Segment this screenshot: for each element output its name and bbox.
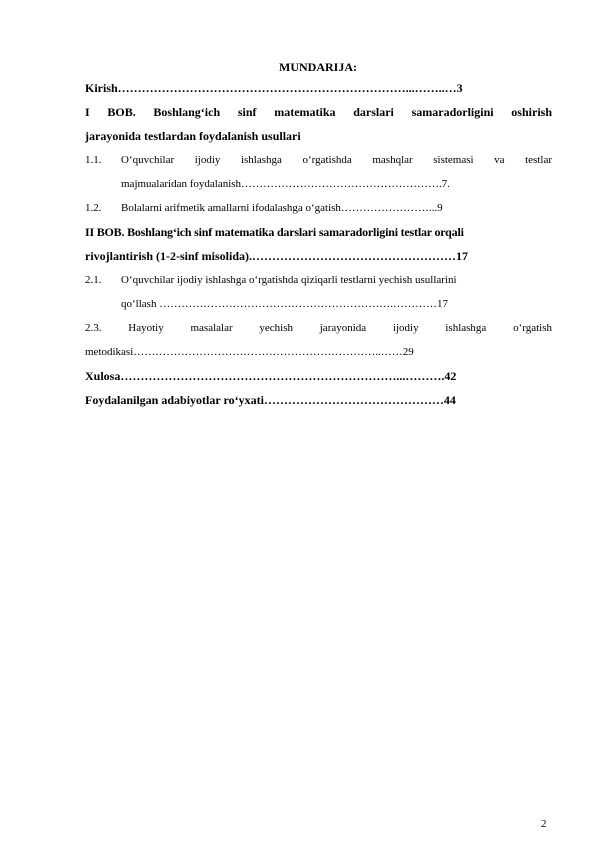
- toc-section-2-1-line2[interactable]: qo‘llash ……………………………………………………….…………17: [121, 298, 448, 310]
- toc-section-2-1-line1[interactable]: O‘quvchilar ijodiy ishlashga o‘rgatishda qiziqarli testlarni yechish usullarini: [121, 274, 457, 286]
- toc-chapter1-title-line1[interactable]: I BOB. Boshlang‘ich sinf matematika darslari samaradorligini oshirish: [85, 105, 552, 119]
- toc-chapter2-title-line2[interactable]: rivojlantirish (1-2-sinf misolida).……………………………………………17: [85, 249, 468, 263]
- toc-heading: MUNDARIJA:: [279, 60, 357, 74]
- toc-section-number: 1.2.: [85, 202, 102, 214]
- toc-entry-adabiyotlar[interactable]: Foydalanilgan adabiyotlar ro‘yxati………………………………………44: [85, 393, 456, 407]
- toc-section-1-1-line1[interactable]: O‘quvchilar ijodiy ishlashga o‘rgatishda mashqlar sistemasi va testlar: [121, 154, 552, 166]
- toc-section-number: 2.1.: [85, 274, 102, 286]
- toc-entry-xulosa[interactable]: Xulosa……………………………………………………………...……….42: [85, 369, 457, 383]
- toc-section-number: 1.1.: [85, 154, 102, 166]
- toc-chapter2-title-line1[interactable]: II BOB. Boshlang‘ich sinf matematika darslari samaradorligini testlar orqali: [85, 225, 464, 239]
- toc-section-1-1-line2[interactable]: majmualaridan foydalanish……………………………………………….7.: [121, 178, 451, 190]
- toc-section-2-3-line1[interactable]: 2.3. Hayotiy masalalar yechish jarayonida ijodiy ishlashga o‘rgatish: [85, 322, 552, 334]
- toc-entry-kirish[interactable]: Kirish………………………………………………………………...……..…3: [85, 81, 463, 95]
- toc-section-1-2[interactable]: Bolalarni arifmetik amallarni ifodalashga o‘gatish……………………...9: [121, 202, 443, 214]
- toc-section-2-3-line2[interactable]: metodikasi…………………………………………………………..……29: [85, 346, 414, 358]
- page-number: 2: [541, 818, 547, 830]
- toc-chapter1-title-line2[interactable]: jarayonida testlardan foydalanish usullari: [85, 129, 301, 143]
